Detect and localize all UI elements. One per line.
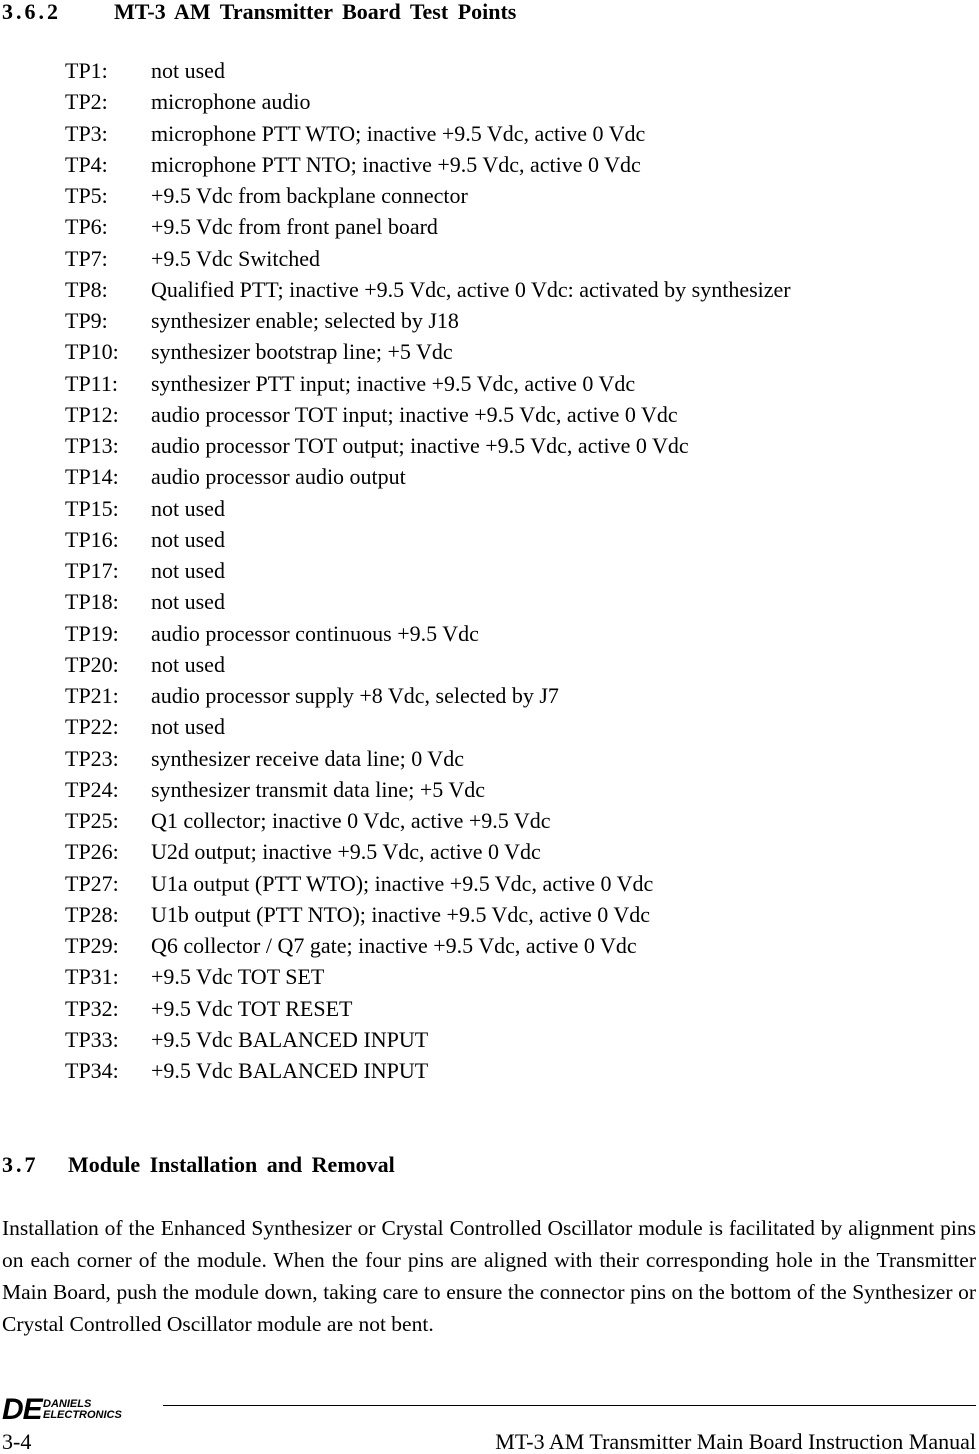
test-point-row: [65, 402, 791, 433]
section-title: Module Installation and Removal: [68, 1152, 395, 1177]
test-point-description: +9.5 Vdc TOT RESET: [151, 995, 353, 1021]
test-point-id: TP7:: [65, 245, 108, 271]
test-point-row: [65, 589, 791, 620]
test-point-row: [65, 714, 791, 745]
test-point-description: not used: [151, 589, 225, 615]
test-point-description: synthesizer PTT input; inactive +9.5 Vdc, active 0 Vdc: [151, 370, 636, 396]
test-point-row: [65, 621, 791, 652]
test-point-row: [65, 464, 791, 495]
test-point-row: [65, 58, 791, 89]
page-number: 3-4: [2, 1429, 32, 1454]
test-point-row: [65, 1058, 791, 1089]
test-point-row: [65, 777, 791, 808]
logo-mark: DE: [2, 1393, 42, 1426]
test-point-description: not used: [151, 651, 225, 677]
test-point-row: [65, 496, 791, 527]
test-point-description: Q1 collector; inactive 0 Vdc, active +9.5 Vdc: [151, 808, 551, 833]
test-point-id: TP17:: [65, 558, 119, 583]
logo-wordmark: [43, 1399, 122, 1421]
test-point-description: +9.5 Vdc BALANCED INPUT: [151, 1026, 429, 1052]
test-point-id: TP27:: [65, 870, 119, 896]
test-point-id: TP1:: [65, 58, 108, 83]
test-point-id: TP24:: [65, 776, 119, 802]
section-number: 3.6.2: [2, 0, 61, 24]
installation-paragraph: Installation of the Enhanced Synthesizer or Crystal Controlled Oscillator module is facilitated by alignment pins on each corner of the module. When the four pins are aligned with their corresponding hole in the Transmitter Main Board, push the module down, taking care to ensure the connector pins on the bottom of the Synthesizer or Crystal Controlled Oscillator module are not bent.: [2, 1216, 976, 1336]
test-point-id: TP14:: [65, 464, 119, 490]
test-point-id: TP31:: [65, 964, 119, 990]
test-point-id: TP11:: [65, 370, 118, 396]
section-heading-module-installation: [2, 1152, 395, 1178]
test-point-id: TP8:: [65, 276, 108, 302]
test-point-id: TP34:: [65, 1058, 119, 1083]
test-point-id: TP25:: [65, 808, 119, 833]
test-point-id: TP16:: [65, 526, 119, 552]
test-point-id: TP23:: [65, 745, 119, 771]
test-point-row: [65, 246, 791, 277]
test-point-id: TP20:: [65, 651, 119, 677]
footer-rule: [163, 1405, 976, 1406]
test-point-row: [65, 871, 791, 902]
test-point-description: U2d output; inactive +9.5 Vdc, active 0 Vdc: [151, 839, 541, 865]
test-point-row: [65, 308, 791, 339]
test-point-row: [65, 746, 791, 777]
test-point-id: TP10:: [65, 339, 119, 365]
test-point-row: [65, 152, 791, 183]
test-point-row: [65, 371, 791, 402]
test-point-row: [65, 183, 791, 214]
test-point-description: +9.5 Vdc TOT SET: [151, 964, 325, 990]
test-point-row: [65, 933, 791, 964]
test-point-id: TP3:: [65, 120, 108, 146]
test-point-row: [65, 683, 791, 714]
test-point-row: [65, 1027, 791, 1058]
test-point-row: [65, 839, 791, 870]
test-point-row: [65, 996, 791, 1027]
test-point-row: [65, 214, 791, 245]
test-point-row: [65, 527, 791, 558]
test-point-row: [65, 121, 791, 152]
test-point-description: Qualified PTT; inactive +9.5 Vdc, active 0 Vdc: activated by synthesizer: [151, 276, 791, 302]
test-point-id: TP21:: [65, 683, 119, 708]
test-point-description: audio processor continuous +9.5 Vdc: [151, 620, 479, 646]
test-point-id: TP19:: [65, 620, 119, 646]
test-point-row: [65, 277, 791, 308]
test-point-description: synthesizer transmit data line; +5 Vdc: [151, 776, 485, 802]
document-title: MT-3 AM Transmitter Main Board Instruction Manual: [495, 1429, 976, 1454]
test-point-description: microphone PTT NTO; inactive +9.5 Vdc, active 0 Vdc: [151, 151, 641, 177]
test-point-id: TP13:: [65, 433, 119, 458]
section-number: 3.7: [2, 1152, 39, 1177]
test-point-id: TP6:: [65, 214, 108, 240]
test-point-description: U1b output (PTT NTO); inactive +9.5 Vdc, active 0 Vdc: [151, 901, 650, 927]
test-point-description: +9.5 Vdc Switched: [151, 245, 321, 271]
test-point-id: TP5:: [65, 183, 108, 208]
test-point-description: not used: [151, 58, 225, 83]
logo-line-1: DANIELS: [43, 1398, 92, 1410]
test-point-id: TP9:: [65, 308, 108, 333]
test-point-row: [65, 339, 791, 370]
test-point-description: synthesizer bootstrap line; +5 Vdc: [151, 339, 453, 365]
test-point-description: microphone PTT WTO; inactive +9.5 Vdc, active 0 Vdc: [151, 120, 646, 146]
test-point-description: not used: [151, 558, 225, 583]
test-point-id: TP33:: [65, 1026, 119, 1052]
logo-line-2: ELECTRONICS: [43, 1409, 122, 1421]
test-point-id: TP18:: [65, 589, 119, 615]
test-point-description: synthesizer enable; selected by J18: [151, 308, 459, 333]
test-point-row: [65, 558, 791, 589]
test-point-row: [65, 808, 791, 839]
test-point-description: not used: [151, 495, 225, 521]
test-point-row: [65, 89, 791, 120]
test-point-description: +9.5 Vdc from backplane connector: [151, 183, 468, 208]
test-point-description: audio processor supply +8 Vdc, selected by J7: [151, 683, 559, 708]
test-point-description: U1a output (PTT WTO); inactive +9.5 Vdc, active 0 Vdc: [151, 870, 654, 896]
test-point-description: microphone audio: [151, 89, 311, 115]
test-point-description: +9.5 Vdc BALANCED INPUT: [151, 1058, 429, 1083]
test-point-id: TP28:: [65, 901, 119, 927]
section-title: MT-3 AM Transmitter Board Test Points: [114, 0, 517, 24]
test-point-description: +9.5 Vdc from front panel board: [151, 214, 438, 240]
test-point-id: TP4:: [65, 151, 108, 177]
test-point-row: [65, 902, 791, 933]
test-point-row: [65, 964, 791, 995]
test-point-row: [65, 433, 791, 464]
test-point-id: TP32:: [65, 995, 119, 1021]
test-point-description: audio processor TOT output; inactive +9.5 Vdc, active 0 Vdc: [151, 433, 689, 458]
test-point-id: TP2:: [65, 89, 108, 115]
test-point-id: TP26:: [65, 839, 119, 865]
test-point-description: synthesizer receive data line; 0 Vdc: [151, 745, 464, 771]
test-point-description: audio processor audio output: [151, 464, 406, 490]
section-heading-test-points: [2, 0, 516, 25]
test-point-description: audio processor TOT input; inactive +9.5 Vdc, active 0 Vdc: [151, 401, 678, 427]
test-point-id: TP12:: [65, 401, 119, 427]
test-point-list: [65, 58, 791, 1089]
test-point-description: Q6 collector / Q7 gate; inactive +9.5 Vdc, active 0 Vdc: [151, 933, 637, 958]
test-point-description: not used: [151, 526, 225, 552]
test-point-description: not used: [151, 714, 225, 740]
test-point-id: TP15:: [65, 495, 119, 521]
test-point-id: TP22:: [65, 714, 119, 740]
test-point-id: TP29:: [65, 933, 119, 958]
test-point-row: [65, 652, 791, 683]
